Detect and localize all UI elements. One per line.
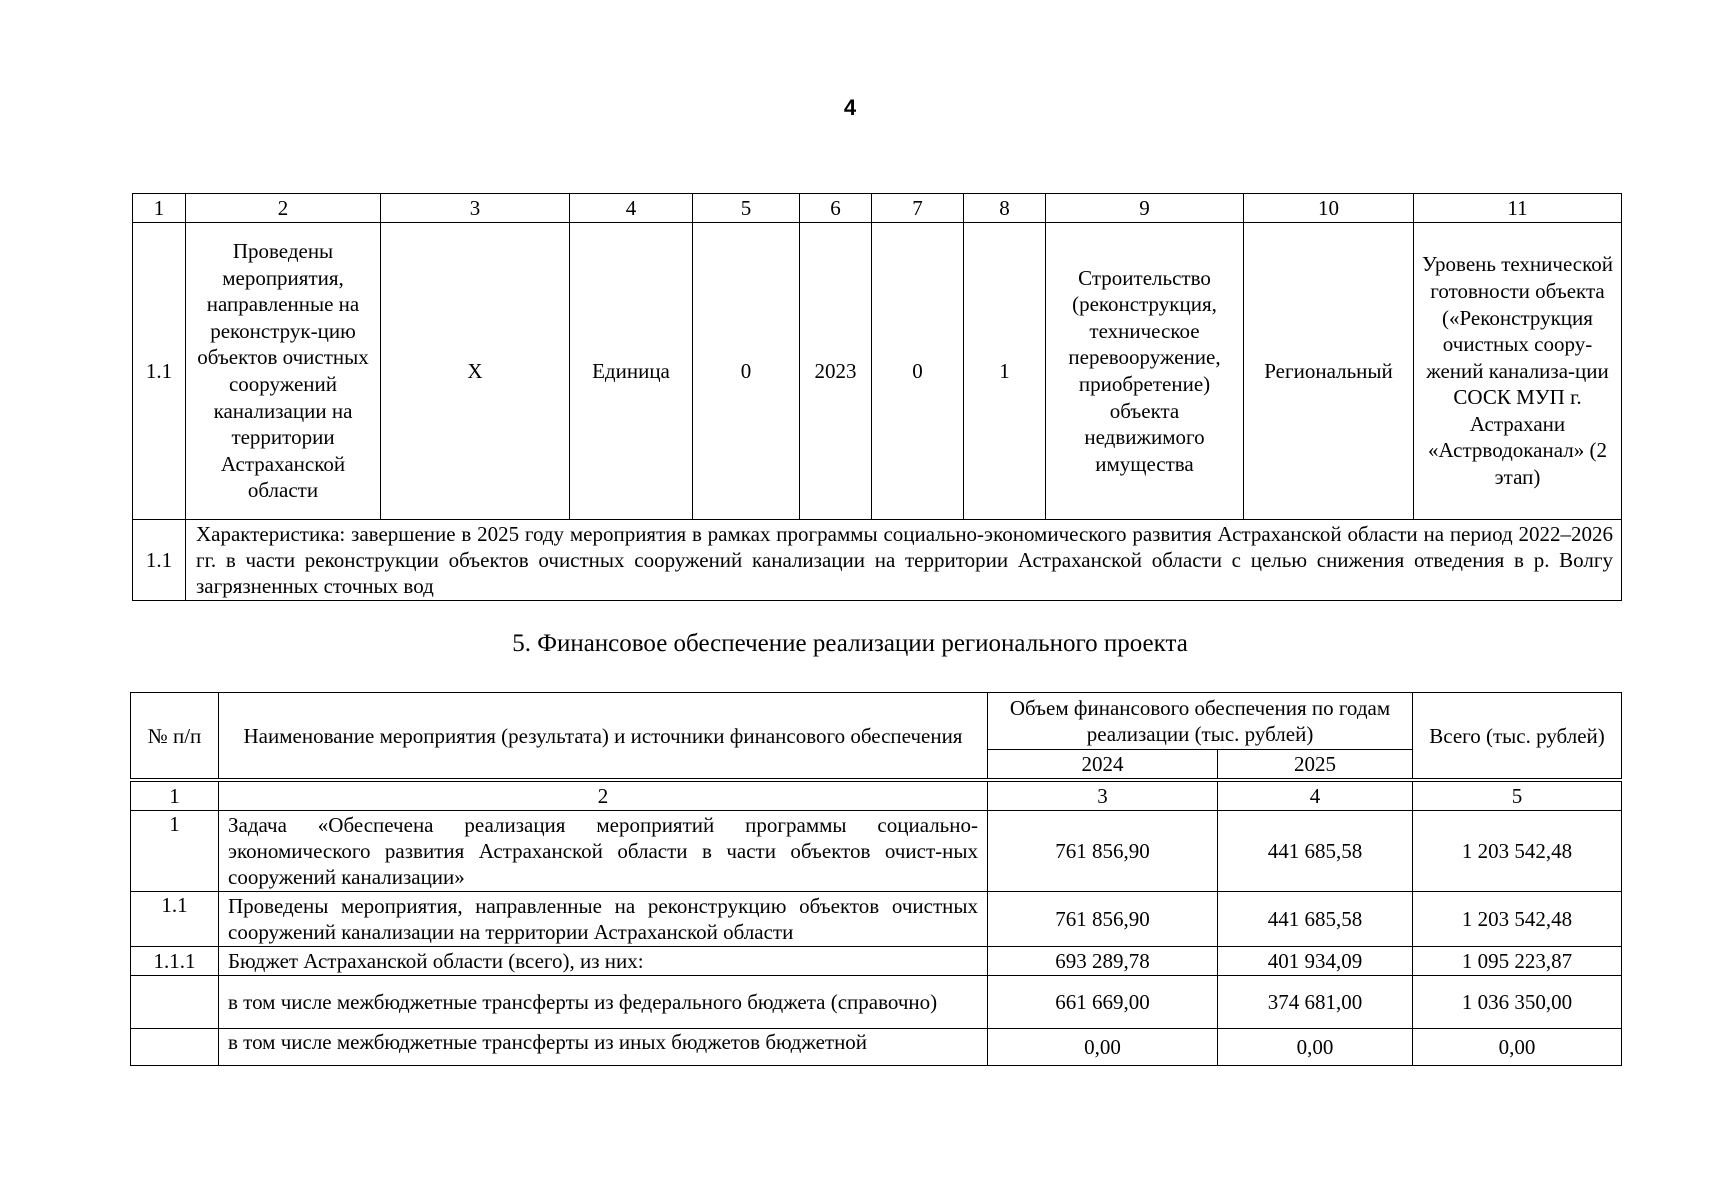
row-number [131, 976, 219, 1029]
value-total: 1 203 542,48 [1413, 811, 1622, 892]
indicator-cell: Уровень технической готовности объекта («Реконструкция очистных соору-жений канализа-ции СОСК МУП г. Астрахани «Астрводоканал» (2 этап) [1414, 223, 1622, 520]
page-number: 4 [843, 95, 857, 120]
unit-cell: Единица [570, 223, 693, 520]
value-2025: 374 681,00 [1218, 976, 1413, 1029]
column-number: 5 [1413, 780, 1622, 811]
column-number: 6 [800, 194, 872, 223]
table1-header-row [133, 194, 1622, 223]
header-num: № п/п [131, 693, 219, 781]
value-total: 1 095 223,87 [1413, 947, 1622, 976]
table-row [131, 976, 1622, 1029]
table-cell: 0 [872, 223, 964, 520]
column-number: 8 [964, 194, 1046, 223]
section-title: 5. Финансовое обеспечение реализации регионального проекта [512, 630, 1188, 657]
row-number: 1.1.1 [131, 947, 219, 976]
column-number: 2 [219, 780, 988, 811]
result-name: Проведены мероприятия, направленные на реконструк-цию объектов очистных сооружений канализации на территории Астраханской области [186, 223, 381, 520]
column-number: 4 [1218, 780, 1413, 811]
value-2025: 401 934,09 [1218, 947, 1413, 976]
row-number: 1.1 [133, 223, 186, 520]
header-year: 2025 [1218, 750, 1413, 781]
table2-header-row [131, 693, 1622, 750]
value-total: 1 036 350,00 [1413, 976, 1622, 1029]
header-year: 2024 [988, 750, 1218, 781]
header-name: Наименование мероприятия (результата) и источники финансового обеспечения [219, 693, 988, 781]
table2-numbering-row [131, 780, 1622, 811]
table-row [131, 811, 1622, 892]
value-2024: 761 856,90 [988, 811, 1218, 892]
column-number: 7 [872, 194, 964, 223]
table-cell: X [381, 223, 570, 520]
column-number: 11 [1414, 194, 1622, 223]
value-2025: 441 685,58 [1218, 892, 1413, 947]
row-name: Бюджет Астраханской области (всего), из них: [219, 947, 988, 976]
row-name: Задача «Обеспечена реализация мероприятий программы социально-экономического развития Астраханской области в части объектов очист-ных сооружений канализации» [219, 811, 988, 892]
row-name: Проведены мероприятия, направленные на реконструкцию объектов очистных сооружений канализации на территории Астраханской области [219, 892, 988, 947]
column-number: 3 [381, 194, 570, 223]
table-row [131, 1029, 1622, 1066]
header-total: Всего (тыс. рублей) [1413, 693, 1622, 781]
column-number: 4 [570, 194, 693, 223]
result-table [132, 193, 1622, 601]
characteristic-text: Характеристика: завершение в 2025 году мероприятия в рамках программы социально-экономического развития Астраханской области на период 2022–2026 гг. в части реконструкции объектов очистных сооружений канализации на территории Астраханской области с целью снижения отведения в р. Волгу загрязненных сточных вод [186, 520, 1622, 601]
result-type: Строительство (реконструкция, техническое перевооружение, приобретение) объекта недвижимого имущества [1046, 223, 1244, 520]
year-cell: 2023 [800, 223, 872, 520]
value-total: 1 203 542,48 [1413, 892, 1622, 947]
row-number: 1 [131, 811, 219, 892]
row-number: 1.1 [131, 892, 219, 947]
column-number: 1 [133, 194, 186, 223]
column-number: 9 [1046, 194, 1244, 223]
finance-table [130, 692, 1622, 1066]
column-number: 1 [131, 780, 219, 811]
table-row [131, 892, 1622, 947]
row-name: в том числе межбюджетные трансферты из федерального бюджета (справочно) [219, 976, 988, 1029]
level-cell: Региональный [1244, 223, 1414, 520]
value-2024: 761 856,90 [988, 892, 1218, 947]
row-number [131, 1029, 219, 1066]
column-number: 5 [693, 194, 800, 223]
value-total: 0,00 [1413, 1029, 1622, 1066]
value-2025: 0,00 [1218, 1029, 1413, 1066]
table-cell: 1 [964, 223, 1046, 520]
value-2024: 661 669,00 [988, 976, 1218, 1029]
table-row [131, 947, 1622, 976]
value-2024: 0,00 [988, 1029, 1218, 1066]
table-cell: 0 [693, 223, 800, 520]
table-row [133, 223, 1622, 520]
column-number: 10 [1244, 194, 1414, 223]
value-2024: 693 289,78 [988, 947, 1218, 976]
value-2025: 441 685,58 [1218, 811, 1413, 892]
column-number: 2 [186, 194, 381, 223]
characteristic-row [133, 520, 1622, 601]
row-number: 1.1 [133, 520, 186, 601]
header-volume: Объем финансового обеспечения по годам реализации (тыс. рублей) [988, 693, 1413, 750]
row-name: в том числе межбюджетные трансферты из иных бюджетов бюджетной [219, 1029, 988, 1066]
column-number: 3 [988, 780, 1218, 811]
